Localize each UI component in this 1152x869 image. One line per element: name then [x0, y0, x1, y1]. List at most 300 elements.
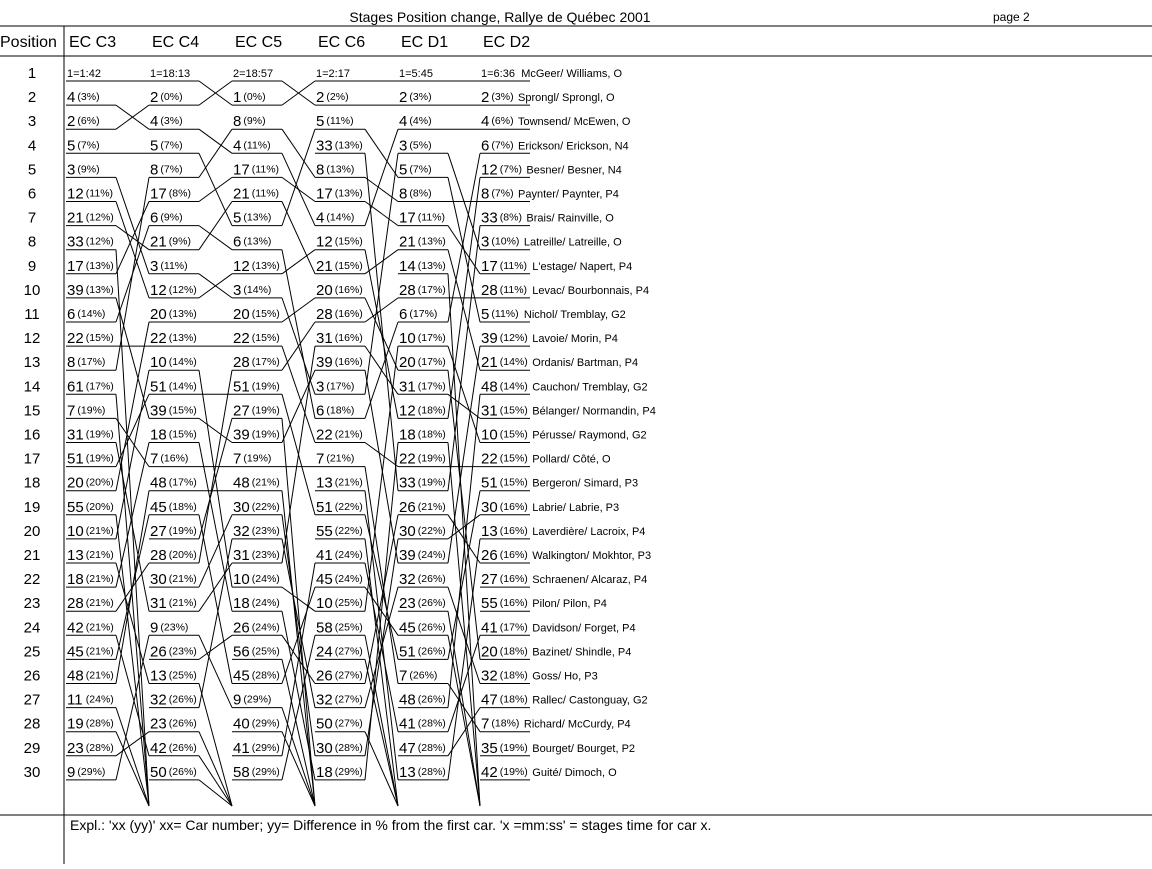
- time-gap-percent: (23%): [168, 645, 197, 658]
- crew-name: Richard/ McCurdy, P4: [523, 718, 631, 731]
- time-gap-percent: (13%): [243, 235, 272, 248]
- position-number: 30: [23, 763, 41, 781]
- time-gap-percent: (27%): [334, 717, 363, 730]
- time-gap-percent: (15%): [251, 308, 280, 320]
- position-number: 28: [23, 715, 41, 733]
- car-number: 3: [67, 161, 76, 179]
- car-number: 31: [481, 402, 498, 420]
- time-gap-percent: (22%): [251, 500, 280, 513]
- time-gap-percent: (19%): [243, 452, 272, 465]
- time-gap-percent: (8%): [499, 211, 522, 224]
- time-gap-percent: (17%): [168, 476, 197, 489]
- car-number: 18: [67, 571, 84, 589]
- car-number: 58: [316, 619, 333, 637]
- time-gap-percent: (14%): [499, 380, 528, 393]
- time-gap-percent: (15%): [334, 259, 363, 272]
- time-gap-percent: (16%): [499, 500, 528, 513]
- car-number: 2: [150, 89, 159, 107]
- crew-name: Labrie/ Labrie, P3: [532, 501, 620, 514]
- car-number: 39: [67, 281, 84, 299]
- car-number: 45: [399, 619, 416, 637]
- time-gap-percent: (13%): [243, 211, 272, 224]
- crew-name: Besner/ Besner, N4: [526, 164, 622, 177]
- car-number: 33: [316, 137, 333, 155]
- car-number: 7: [399, 667, 408, 685]
- car-number: 3: [233, 281, 242, 299]
- position-number: 27: [23, 691, 41, 709]
- crew-name: Nichol/ Tremblay, G2: [523, 309, 626, 321]
- car-number: 28: [481, 281, 498, 299]
- time-gap-percent: (16%): [334, 308, 363, 320]
- time-gap-percent: (20%): [85, 500, 114, 513]
- car-number: 13: [316, 474, 333, 492]
- crew-name: Walkington/ Mokhtor, P3: [532, 550, 652, 562]
- time-gap-percent: (21%): [168, 573, 197, 586]
- stage-header: EC C4: [152, 34, 200, 51]
- position-change-line: [282, 202, 315, 274]
- car-number: 21: [233, 185, 250, 203]
- position-change-line: [282, 370, 315, 442]
- time-gap-percent: (21%): [417, 500, 446, 513]
- time-gap-percent: (13%): [334, 139, 363, 152]
- car-number: 8: [67, 354, 76, 372]
- time-gap-percent: (13%): [417, 235, 446, 248]
- car-number: 41: [316, 547, 333, 564]
- position-change-line: [365, 515, 398, 684]
- car-number: 3: [316, 378, 325, 396]
- position-change-line: [199, 635, 232, 707]
- car-number: 26: [233, 619, 250, 637]
- car-number: 22: [399, 450, 416, 468]
- car-number: 21: [399, 233, 416, 251]
- time-gap-percent: (6%): [491, 115, 514, 128]
- car-number: 51: [67, 450, 84, 468]
- car-number: 30: [399, 522, 416, 540]
- time-gap-percent: (21%): [168, 597, 197, 610]
- crew-name: Goss/ Ho, P3: [532, 670, 598, 683]
- time-gap-percent: (21%): [85, 549, 114, 561]
- car-number: 33: [67, 233, 84, 251]
- crew-name: McGeer/ Williams, O: [521, 68, 623, 80]
- car-number: 47: [481, 691, 498, 709]
- time-gap-percent: (19%): [499, 741, 528, 754]
- crew-name: Paynter/ Paynter, P4: [518, 188, 619, 201]
- time-gap-percent: (7%): [160, 139, 183, 152]
- time-gap-percent: (19%): [251, 428, 280, 441]
- position-change-line: [282, 394, 315, 515]
- car-number: 22: [316, 426, 333, 444]
- car-number: 7: [481, 715, 490, 733]
- car-number: 20: [316, 281, 333, 299]
- stage-first-time: 1=5:45: [399, 68, 433, 80]
- position-change-line: [199, 177, 232, 201]
- time-gap-percent: (12%): [499, 332, 528, 345]
- position-change-line: [448, 635, 480, 731]
- car-number: 22: [481, 450, 498, 468]
- time-gap-percent: (11%): [243, 139, 271, 152]
- time-gap-percent: (11%): [499, 259, 528, 272]
- time-gap-percent: (17%): [417, 332, 446, 345]
- time-gap-percent: (22%): [334, 500, 363, 513]
- time-gap-percent: (19%): [77, 404, 106, 417]
- car-number: 48: [67, 667, 84, 685]
- position-number: 21: [23, 547, 41, 564]
- position-number: 5: [27, 161, 37, 179]
- position-change-line: [116, 563, 149, 684]
- car-number: 7: [150, 450, 159, 468]
- time-gap-percent: (21%): [85, 645, 114, 658]
- car-number: 5: [316, 113, 325, 131]
- time-gap-percent: (13%): [85, 259, 114, 272]
- time-gap-percent: (28%): [417, 741, 446, 754]
- time-gap-percent: (15%): [168, 404, 197, 417]
- car-number: 55: [67, 498, 84, 516]
- crew-name: L'estage/ Napert, P4: [532, 260, 633, 273]
- time-gap-percent: (17%): [85, 380, 114, 393]
- time-gap-percent: (21%): [85, 597, 114, 610]
- position-number: 9: [27, 257, 37, 275]
- car-number: 5: [481, 306, 490, 323]
- car-number: 20: [67, 474, 84, 492]
- time-gap-percent: (2%): [326, 91, 349, 104]
- position-number: 11: [24, 306, 40, 323]
- car-number: 26: [150, 643, 167, 661]
- car-number: 9: [67, 763, 76, 781]
- car-number: 41: [399, 715, 416, 733]
- time-gap-percent: (7%): [77, 139, 100, 152]
- car-number: 12: [233, 257, 250, 275]
- car-number: 42: [481, 763, 498, 781]
- car-number: 17: [150, 185, 167, 203]
- time-gap-percent: (23%): [251, 524, 280, 537]
- car-number: 21: [67, 209, 84, 227]
- time-gap-percent: (20%): [168, 549, 197, 561]
- car-number: 5: [150, 137, 159, 155]
- position-change-line: [199, 539, 232, 708]
- time-gap-percent: (14%): [77, 308, 106, 320]
- time-gap-percent: (7%): [160, 163, 183, 176]
- car-number: 12: [150, 281, 167, 299]
- car-number: 4: [399, 113, 408, 131]
- car-number: 50: [150, 763, 167, 781]
- car-number: 6: [316, 402, 325, 420]
- stage-header: EC D2: [483, 34, 531, 51]
- car-number: 13: [481, 522, 498, 540]
- time-gap-percent: (15%): [499, 404, 528, 417]
- car-number: 58: [233, 763, 250, 781]
- crew-name: Erickson/ Erickson, N4: [518, 140, 629, 153]
- time-gap-percent: (25%): [168, 669, 197, 682]
- car-number: 12: [481, 161, 498, 179]
- time-gap-percent: (20%): [85, 476, 114, 489]
- car-number: 5: [399, 161, 408, 179]
- time-gap-percent: (18%): [168, 500, 197, 513]
- car-number: 55: [481, 595, 498, 613]
- car-number: 28: [233, 354, 250, 372]
- time-gap-percent: (29%): [251, 741, 280, 754]
- time-gap-percent: (21%): [85, 524, 114, 537]
- time-gap-percent: (9%): [160, 211, 183, 224]
- stage-first-time: 2=18:57: [233, 68, 274, 80]
- time-gap-percent: (19%): [85, 452, 114, 465]
- car-number: 4: [150, 113, 159, 131]
- time-gap-percent: (17%): [417, 283, 446, 296]
- car-number: 10: [399, 330, 416, 348]
- time-gap-percent: (27%): [334, 645, 363, 658]
- car-number: 20: [150, 306, 167, 323]
- car-number: 10: [481, 426, 498, 444]
- position-change-line: [199, 226, 232, 250]
- time-gap-percent: (25%): [334, 597, 363, 610]
- car-number: 8: [150, 161, 159, 179]
- car-number: 4: [481, 113, 490, 131]
- crew-name: Schraenen/ Alcaraz, P4: [532, 574, 648, 587]
- time-gap-percent: (11%): [491, 308, 519, 320]
- position-change-line: [448, 611, 480, 806]
- car-number: 35: [481, 739, 498, 757]
- crew-name: Cauchon/ Tremblay, G2: [532, 381, 648, 394]
- car-number: 14: [399, 257, 416, 275]
- crew-name: Guité/ Dimoch, O: [532, 766, 617, 779]
- position-number: 7: [27, 209, 37, 227]
- crew-name: Sprongl/ Sprongl, O: [518, 92, 615, 105]
- car-number: 17: [481, 257, 498, 275]
- position-change-line: [199, 418, 232, 539]
- car-number: 12: [316, 233, 333, 251]
- car-number: 1: [233, 89, 242, 107]
- time-gap-percent: (28%): [334, 741, 363, 754]
- time-gap-percent: (26%): [168, 693, 197, 706]
- car-number: 30: [481, 498, 498, 516]
- position-change-line: [116, 202, 149, 298]
- car-number: 21: [481, 354, 498, 372]
- position-change-line: [365, 587, 398, 635]
- time-gap-percent: (28%): [85, 717, 114, 730]
- car-number: 7: [67, 402, 76, 420]
- position-number: 16: [23, 426, 41, 444]
- crew-name: Pollard/ Côté, O: [532, 453, 611, 466]
- time-gap-percent: (28%): [417, 765, 446, 778]
- car-number: 13: [67, 547, 84, 564]
- time-gap-percent: (12%): [85, 211, 114, 224]
- car-number: 21: [316, 257, 333, 275]
- time-gap-percent: (16%): [499, 549, 528, 561]
- time-gap-percent: (13%): [417, 259, 446, 272]
- position-number: 3: [27, 113, 37, 131]
- time-gap-percent: (4%): [409, 115, 432, 128]
- position-number: 2: [27, 89, 37, 107]
- position-change-line: [116, 298, 149, 419]
- car-number: 20: [481, 643, 498, 661]
- time-gap-percent: (28%): [85, 741, 114, 754]
- time-gap-percent: (28%): [417, 717, 446, 730]
- time-gap-percent: (18%): [326, 404, 355, 417]
- car-number: 9: [150, 619, 159, 637]
- time-gap-percent: (14%): [168, 356, 197, 369]
- car-number: 32: [316, 691, 333, 709]
- car-number: 32: [233, 522, 250, 540]
- car-number: 6: [67, 306, 76, 323]
- time-gap-percent: (19%): [251, 404, 280, 417]
- car-number: 40: [233, 715, 250, 733]
- car-number: 22: [67, 330, 84, 348]
- car-number: 18: [233, 595, 250, 613]
- position-number: 29: [23, 739, 41, 757]
- time-gap-percent: (24%): [417, 549, 446, 561]
- car-number: 48: [481, 378, 498, 396]
- car-number: 31: [399, 378, 416, 396]
- time-gap-percent: (15%): [334, 235, 363, 248]
- car-number: 51: [399, 643, 416, 661]
- position-number: 4: [27, 137, 37, 155]
- position-number: 15: [23, 402, 41, 420]
- position-change-line: [116, 226, 149, 250]
- time-gap-percent: (21%): [326, 452, 355, 465]
- car-number: 7: [316, 450, 325, 468]
- time-gap-percent: (15%): [499, 476, 528, 489]
- time-gap-percent: (17%): [417, 356, 446, 369]
- crew-name: Bélanger/ Normandin, P4: [532, 405, 656, 418]
- crew-name: Ordanis/ Bartman, P4: [532, 357, 639, 370]
- time-gap-percent: (18%): [417, 404, 446, 417]
- position-change-line: [199, 129, 232, 153]
- car-number: 45: [233, 667, 250, 685]
- time-gap-percent: (11%): [251, 187, 280, 200]
- stage-first-time: 1=18:13: [150, 68, 191, 80]
- car-number: 26: [481, 547, 498, 564]
- time-gap-percent: (17%): [251, 356, 280, 369]
- car-number: 41: [233, 739, 250, 757]
- time-gap-percent: (7%): [499, 163, 522, 176]
- car-number: 17: [399, 209, 416, 227]
- car-number: 24: [316, 643, 333, 661]
- time-gap-percent: (8%): [168, 187, 191, 200]
- time-gap-percent: (26%): [417, 573, 446, 586]
- car-number: 33: [399, 474, 416, 492]
- car-number: 20: [233, 306, 250, 323]
- car-number: 17: [67, 257, 84, 275]
- car-number: 23: [150, 715, 167, 733]
- time-gap-percent: (9%): [243, 115, 266, 128]
- car-number: 17: [316, 185, 333, 203]
- time-gap-percent: (17%): [417, 380, 446, 393]
- time-gap-percent: (13%): [85, 283, 114, 296]
- time-gap-percent: (19%): [251, 380, 280, 393]
- car-number: 6: [150, 209, 159, 227]
- position-number: 19: [23, 498, 41, 516]
- car-number: 11: [67, 691, 83, 709]
- car-number: 28: [316, 306, 333, 323]
- car-number: 20: [399, 354, 416, 372]
- time-gap-percent: (21%): [334, 428, 363, 441]
- position-change-line: [282, 250, 315, 274]
- position-change-line: [282, 177, 315, 201]
- time-gap-percent: (26%): [409, 669, 438, 682]
- position-change-line: [199, 129, 232, 177]
- time-gap-percent: (21%): [251, 476, 280, 489]
- car-number: 27: [150, 522, 167, 540]
- car-number: 27: [481, 571, 498, 589]
- car-number: 45: [67, 643, 84, 661]
- time-gap-percent: (26%): [168, 741, 197, 754]
- car-number: 26: [316, 667, 333, 685]
- car-number: 28: [67, 595, 84, 613]
- position-number: 13: [23, 354, 41, 372]
- time-gap-percent: (11%): [251, 163, 280, 176]
- time-gap-percent: (17%): [77, 356, 106, 369]
- time-gap-percent: (26%): [168, 717, 197, 730]
- time-gap-percent: (18%): [417, 428, 446, 441]
- crew-name: Brais/ Rainville, O: [526, 212, 614, 225]
- car-number: 32: [150, 691, 167, 709]
- position-number: 22: [23, 571, 41, 589]
- time-gap-percent: (18%): [499, 645, 528, 658]
- car-number: 48: [399, 691, 416, 709]
- car-number: 12: [67, 185, 84, 203]
- car-number: 3: [150, 257, 159, 275]
- car-number: 27: [233, 402, 250, 420]
- time-gap-percent: (19%): [168, 524, 197, 537]
- car-number: 18: [399, 426, 416, 444]
- time-gap-percent: (7%): [491, 139, 514, 152]
- car-number: 4: [316, 209, 325, 227]
- time-gap-percent: (26%): [417, 645, 446, 658]
- time-gap-percent: (16%): [160, 452, 189, 465]
- car-number: 8: [399, 185, 408, 203]
- time-gap-percent: (16%): [499, 597, 528, 610]
- time-gap-percent: (7%): [491, 187, 514, 200]
- time-gap-percent: (19%): [85, 428, 114, 441]
- car-number: 61: [67, 378, 84, 396]
- time-gap-percent: (0%): [160, 91, 183, 104]
- car-number: 47: [399, 739, 416, 757]
- time-gap-percent: (5%): [409, 139, 432, 152]
- stage-first-time: 1=2:17: [316, 68, 350, 80]
- car-number: 4: [233, 137, 242, 155]
- time-gap-percent: (15%): [168, 428, 197, 441]
- time-gap-percent: (22%): [417, 524, 446, 537]
- time-gap-percent: (7%): [409, 163, 432, 176]
- position-number: 12: [23, 330, 41, 348]
- car-number: 28: [399, 281, 416, 299]
- car-number: 2: [316, 89, 325, 107]
- car-number: 18: [316, 763, 333, 781]
- time-gap-percent: (18%): [499, 693, 528, 706]
- car-number: 10: [67, 522, 84, 540]
- time-gap-percent: (3%): [409, 91, 432, 104]
- time-gap-percent: (15%): [85, 332, 114, 345]
- position-change-line: [199, 684, 232, 807]
- car-number: 51: [481, 474, 498, 492]
- position-number: 1: [27, 65, 37, 82]
- position-change-line: [448, 443, 480, 807]
- position-number: 14: [23, 378, 41, 396]
- time-gap-percent: (29%): [77, 765, 106, 778]
- time-gap-percent: (29%): [334, 765, 363, 778]
- position-change-line: [282, 418, 315, 806]
- crew-name: Bergeron/ Simard, P3: [532, 477, 639, 490]
- car-number: 6: [399, 306, 408, 323]
- car-number: 3: [481, 233, 490, 251]
- time-gap-percent: (23%): [160, 621, 189, 634]
- time-gap-percent: (26%): [168, 765, 197, 778]
- stage-first-time: 1=6:36: [481, 68, 515, 80]
- time-gap-percent: (9%): [77, 163, 100, 176]
- car-number: 41: [481, 619, 498, 637]
- crew-name: Rallec/ Castonguay, G2: [532, 694, 648, 707]
- time-gap-percent: (17%): [326, 380, 355, 393]
- time-gap-percent: (26%): [417, 597, 446, 610]
